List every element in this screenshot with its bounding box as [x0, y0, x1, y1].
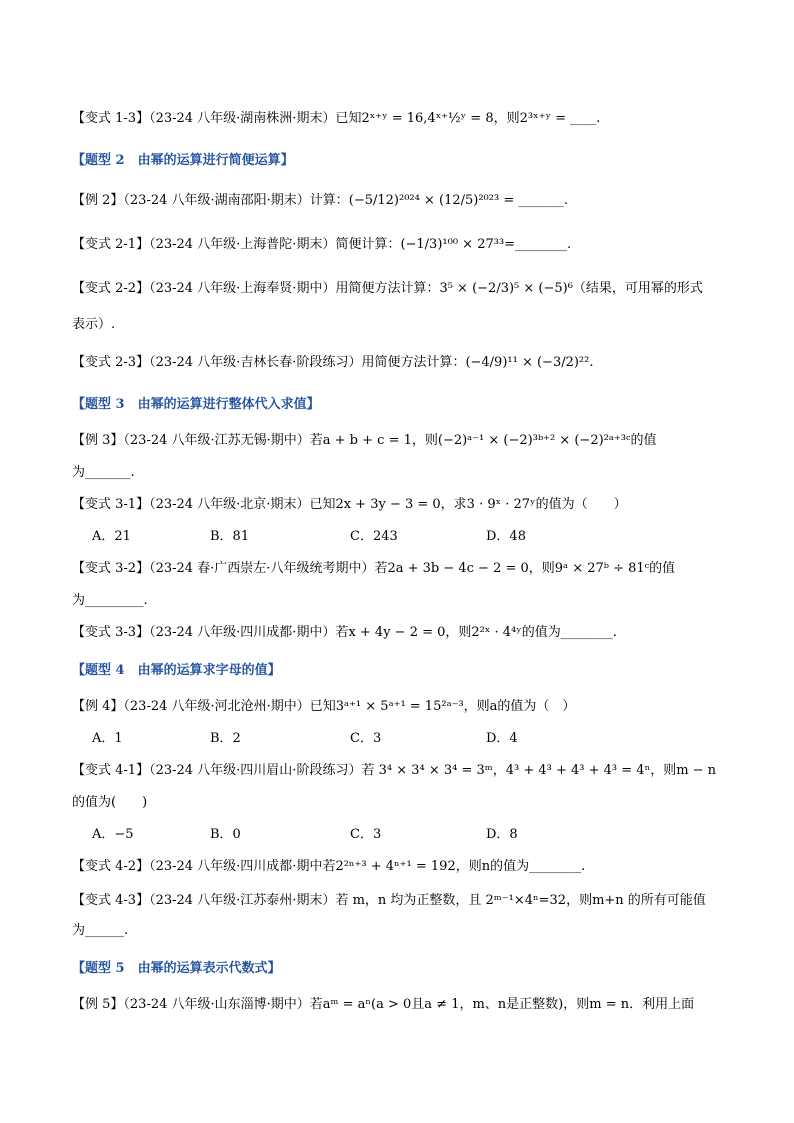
option-d: D．4: [486, 731, 518, 746]
option-a: A．−5: [92, 827, 134, 842]
option-c: C．243: [350, 529, 398, 544]
variant-2-2-line1: 【变式 2-2】（23-24 八年级·上海奉贤·期中）用简便方法计算：3⁵ × (−2/3)⁵ × (−5)⁶（结果，可用幂的形式: [72, 281, 703, 296]
option-c: C．3: [350, 731, 382, 746]
option-b: B．2: [210, 731, 241, 746]
option-c: C．3: [350, 827, 382, 842]
option-d: D．8: [486, 827, 518, 842]
variant-3-2-line1: 【变式 3-2】（23-24 春·广西崇左·八年级统考期中）若2a + 3b − 4c − 2 = 0，则9ᵃ × 27ᵇ ÷ 81ᶜ的值: [72, 561, 676, 576]
variant-4-1-line1: 【变式 4-1】（23-24 八年级·四川眉山·阶段练习）若 3⁴ × 3⁴ × 3⁴ = 3ᵐ，4³ + 4³ + 4³ + 4³ = 4ⁿ，则m − n: [72, 763, 717, 778]
option-b: B．0: [210, 827, 241, 842]
option-a: A．21: [92, 529, 131, 544]
section-heading-4: 【题型 4 由幂的运算求字母的值】: [72, 663, 281, 678]
example-3-line2: 为_______.: [72, 465, 135, 480]
example-3-line1: 【例 3】（23-24 八年级·江苏无锡·期中）若a + b + c = 1，则(−2)ᵃ⁻¹ × (−2)³ᵇ⁺² × (−2)²ᵃ⁺³ᶜ的值: [72, 433, 657, 448]
example-2: 【例 2】（23-24 八年级·湖南邵阳·期末）计算：(−5/12)²⁰²⁴ × (12/5)²⁰²³ = _______.: [72, 193, 568, 208]
section-heading-5: 【题型 5 由幂的运算表示代数式】: [72, 961, 281, 976]
section-heading-3: 【题型 3 由幂的运算进行整体代入求值】: [72, 397, 320, 412]
variant-4-1-line2: 的值为( ): [72, 795, 148, 810]
variant-4-3-line1: 【变式 4-3】（23-24 八年级·江苏泰州·期末）若 m，n 均为正整数，且 2ᵐ⁻¹×4ⁿ=32，则m+n 的所有可能值: [72, 893, 706, 908]
option-d: D．48: [486, 529, 526, 544]
example-5: 【例 5】（23-24 八年级·山东淄博·期中）若aᵐ = aⁿ(a > 0且a ≠ 1，m、n是正整数)，则m = n．利用上面: [72, 997, 695, 1012]
option-a: A．1: [92, 731, 123, 746]
variant-3-3: 【变式 3-3】（23-24 八年级·四川成都·期中）若x + 4y − 2 = 0，则2²ˣ · 4⁴ʸ的值为________.: [72, 625, 617, 640]
variant-2-1: 【变式 2-1】（23-24 八年级·上海普陀·期末）简便计算：(−1/3)¹⁰⁰ × 27³³=________.: [72, 237, 572, 252]
option-b: B．81: [210, 529, 250, 544]
variant-3-2-line2: 为_________.: [72, 593, 148, 608]
variant-4-2: 【变式 4-2】（23-24 八年级·四川成都·期中若2²ⁿ⁺³ + 4ⁿ⁺¹ = 192，则n的值为________.: [72, 859, 586, 874]
variant-2-3: 【变式 2-3】（23-24 八年级·吉林长春·阶段练习）用简便方法计算：(−4/9)¹¹ × (−3/2)²².: [72, 355, 594, 370]
example-4: 【例 4】（23-24 八年级·河北沧州·期中）已知3ᵃ⁺¹ × 5ᵃ⁺¹ = 15²ᵃ⁻³，则a的值为（ ）: [72, 699, 576, 714]
variant-4-3-line2: 为______.: [72, 923, 129, 938]
variant-1-3: 【变式 1-3】（23-24 八年级·湖南株洲·期末）已知2ˣ⁺ʸ = 16,4ˣ⁺½ʸ = 8，则2³ˣ⁺ʸ = ____.: [72, 111, 601, 126]
variant-2-2-line2: 表示）.: [72, 317, 116, 332]
section-heading-2: 【题型 2 由幂的运算进行简便运算】: [72, 153, 294, 168]
variant-3-1: 【变式 3-1】（23-24 八年级·北京·期末）已知2x + 3y − 3 = 0，求3 · 9ˣ · 27ʸ的值为（ ）: [72, 497, 627, 512]
